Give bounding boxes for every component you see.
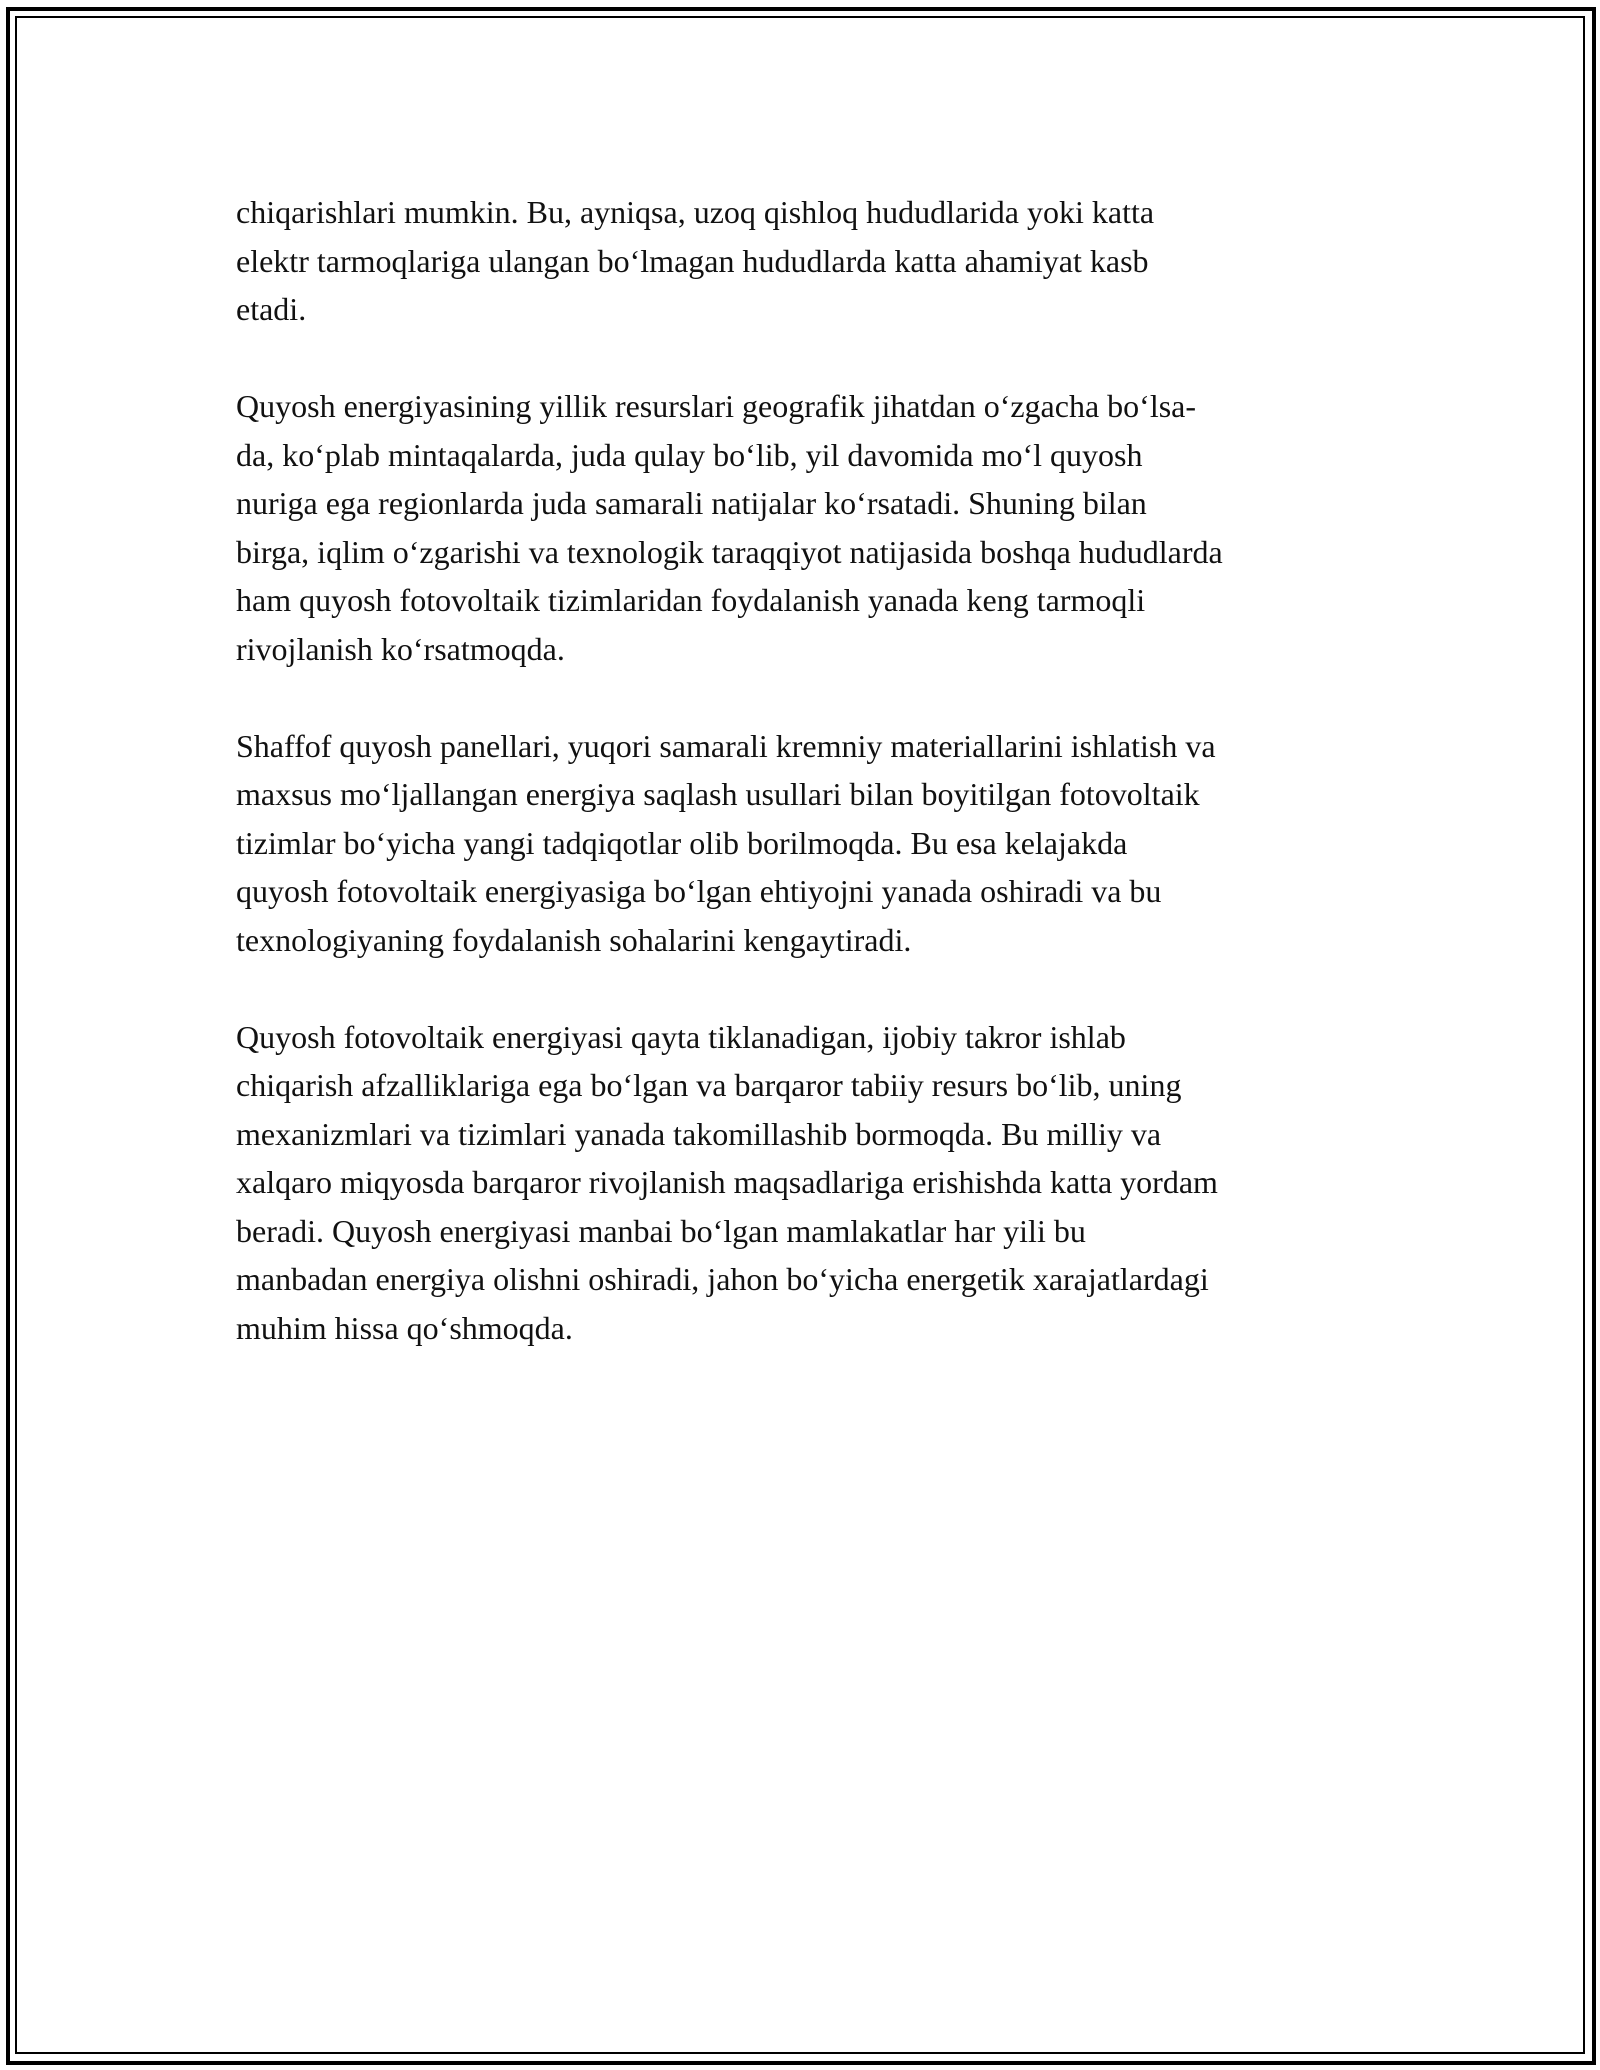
text-line: beradi. Quyosh energiyasi manbai bo‘lgan mamlakatlar har yili bu [236, 1212, 1086, 1249]
text-line: da, ko‘plab mintaqalarda, juda qulay bo‘lib, yil davomida mo‘l quyosh [236, 436, 1143, 473]
text-line: chiqarishlari mumkin. Bu, ayniqsa, uzoq qishloq hududlarida yoki katta [236, 194, 1155, 230]
document-body [236, 188, 1386, 1401]
text-line: texnologiyaning foydalanish sohalarini kengaytiradi. [236, 921, 912, 958]
text-line: etadi. [236, 291, 307, 327]
text-line: Shaffof quyosh panellari, yuqori samarali kremniy materiallarini ishlatish va [236, 727, 1216, 764]
text-line: quyosh fotovoltaik energiyasiga bo‘lgan ehtiyojni yanada oshiradi va bu [236, 873, 1162, 909]
text-line: chiqarish afzalliklariga ega bo‘lgan va barqaror tabiiy resurs bo‘lib, uning [236, 1067, 1182, 1103]
text-line: mexanizmlari va tizimlari yanada takomillashib bormoqda. Bu milliy va [236, 1115, 1162, 1152]
text-line: Quyosh energiyasining yillik resurslari geografik jihatdan o‘zgacha bo‘lsa- [236, 388, 1197, 424]
text-line: elektr tarmoqlariga ulangan bo‘lmagan hududlarda katta ahamiyat kasb [236, 242, 1149, 279]
text-line: birga, iqlim o‘zgarishi va texnologik taraqqiyot natijasida boshqa hududlarda [236, 533, 1223, 570]
text-line: muhim hissa qo‘shmoqda. [236, 1309, 573, 1346]
paragraph-3 [236, 722, 1386, 965]
paragraph-1 [236, 188, 1386, 334]
text-line: Quyosh fotovoltaik energiyasi qayta tiklanadigan, ijobiy takror ishlab [236, 1018, 1126, 1055]
text-line: ham quyosh fotovoltaik tizimlaridan foydalanish yanada keng tarmoqli [236, 582, 1146, 618]
paragraph-4 [236, 1013, 1386, 1353]
text-line: xalqaro miqyosda barqaror rivojlanish maqsadlariga erishishda katta yordam [236, 1164, 1218, 1200]
paragraph-2 [236, 382, 1386, 673]
text-line: nuriga ega regionlarda juda samarali natijalar ko‘rsatadi. Shuning bilan [236, 485, 1147, 521]
text-line: maxsus mo‘ljallangan energiya saqlash usullari bilan boyitilgan fotovoltaik [236, 776, 1200, 812]
text-line: manbadan energiya olishni oshiradi, jahon bo‘yicha energetik xarajatlardagi [236, 1261, 1209, 1297]
text-line: rivojlanish ko‘rsatmoqda. [236, 630, 565, 667]
text-line: tizimlar bo‘yicha yangi tadqiqotlar olib borilmoqda. Bu esa kelajakda [236, 824, 1128, 861]
